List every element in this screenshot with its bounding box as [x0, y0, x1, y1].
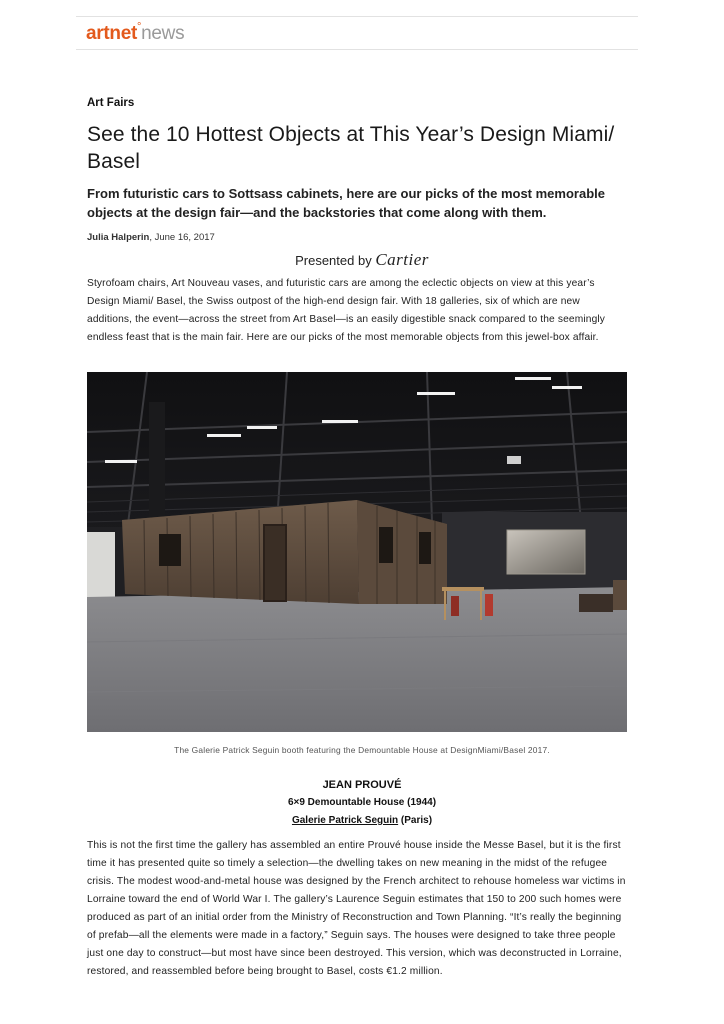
booth-photo — [87, 372, 627, 732]
logo-brand: artnet — [86, 23, 137, 44]
intro-paragraph: Styrofoam chairs, Art Nouveau vases, and futuristic cars are among the eclectic objects on view at this year’s Design Miami/ Basel, the Swiss outpost of the high-end design fair. With 18 galleries, six of which are new additions, the event—across the street from Art Basel—is an easily digestible snack compared to the seemingly endless feast that is the main fair. Here are our picks of the most memorable objects from this jewel-box affair. — [87, 278, 606, 343]
entry-artist: JEAN PROUVÉ — [322, 779, 402, 791]
presented-by-label: Presented by — [295, 253, 372, 268]
gallery-city: (Paris) — [398, 815, 433, 826]
article-byline — [87, 232, 627, 243]
article-dek: From futuristic cars to Sottsass cabinets, here are our picks of the most memorable objects at the design fair—and the backstories that come along with them. — [87, 186, 605, 220]
logo-dot-icon: ° — [137, 21, 142, 33]
logo-section: news — [141, 23, 185, 44]
entry-gallery — [0, 815, 724, 826]
article-headline: See the 10 Hottest Objects at This Year’s Design Miami/ Basel — [87, 123, 615, 173]
entry-body-paragraph: This is not the first time the gallery has assembled an entire Prouvé house inside the Messe Basel, but it is the first time it has presented quite so timely a selection—the dwelling takes on new meaning in the midst of the refugee crisis. The modest wood-and-metal house was designed by the French architect to rehouse homeless war victims in Lorraine toward the end of World War I. The gallery’s Laurence Seguin estimates that 150 to 200 such homes were produced as part of an initial order from the Ministry of Reconstruction and Town Planning. “It’s really the beginning of prefab—all the elements were made in a factory,” Seguin says. The houses were designed to take three people just one day to construct—but most have since been destroyed. This version, which was deconstructed in Lorraine, restored, and reassembled before being brought to Basel, costs €1.2 million. — [87, 840, 626, 977]
photo-caption: The Galerie Patrick Seguin booth featuring the Demountable House at DesignMiami/Basel 2017. — [174, 745, 550, 755]
entry-work-title: 6×9 Demountable House (1944) — [287, 797, 437, 808]
author-name[interactable]: Julia Halperin — [87, 232, 150, 243]
artnet-news-logo[interactable] — [86, 23, 184, 45]
sponsor-logo[interactable]: Cartier — [375, 250, 429, 269]
publish-date: , June 16, 2017 — [149, 232, 215, 243]
sponsor-line — [0, 250, 724, 270]
gallery-link[interactable]: Galerie Patrick Seguin — [291, 815, 399, 826]
article-category[interactable]: Art Fairs — [87, 97, 135, 109]
site-header — [76, 16, 638, 50]
